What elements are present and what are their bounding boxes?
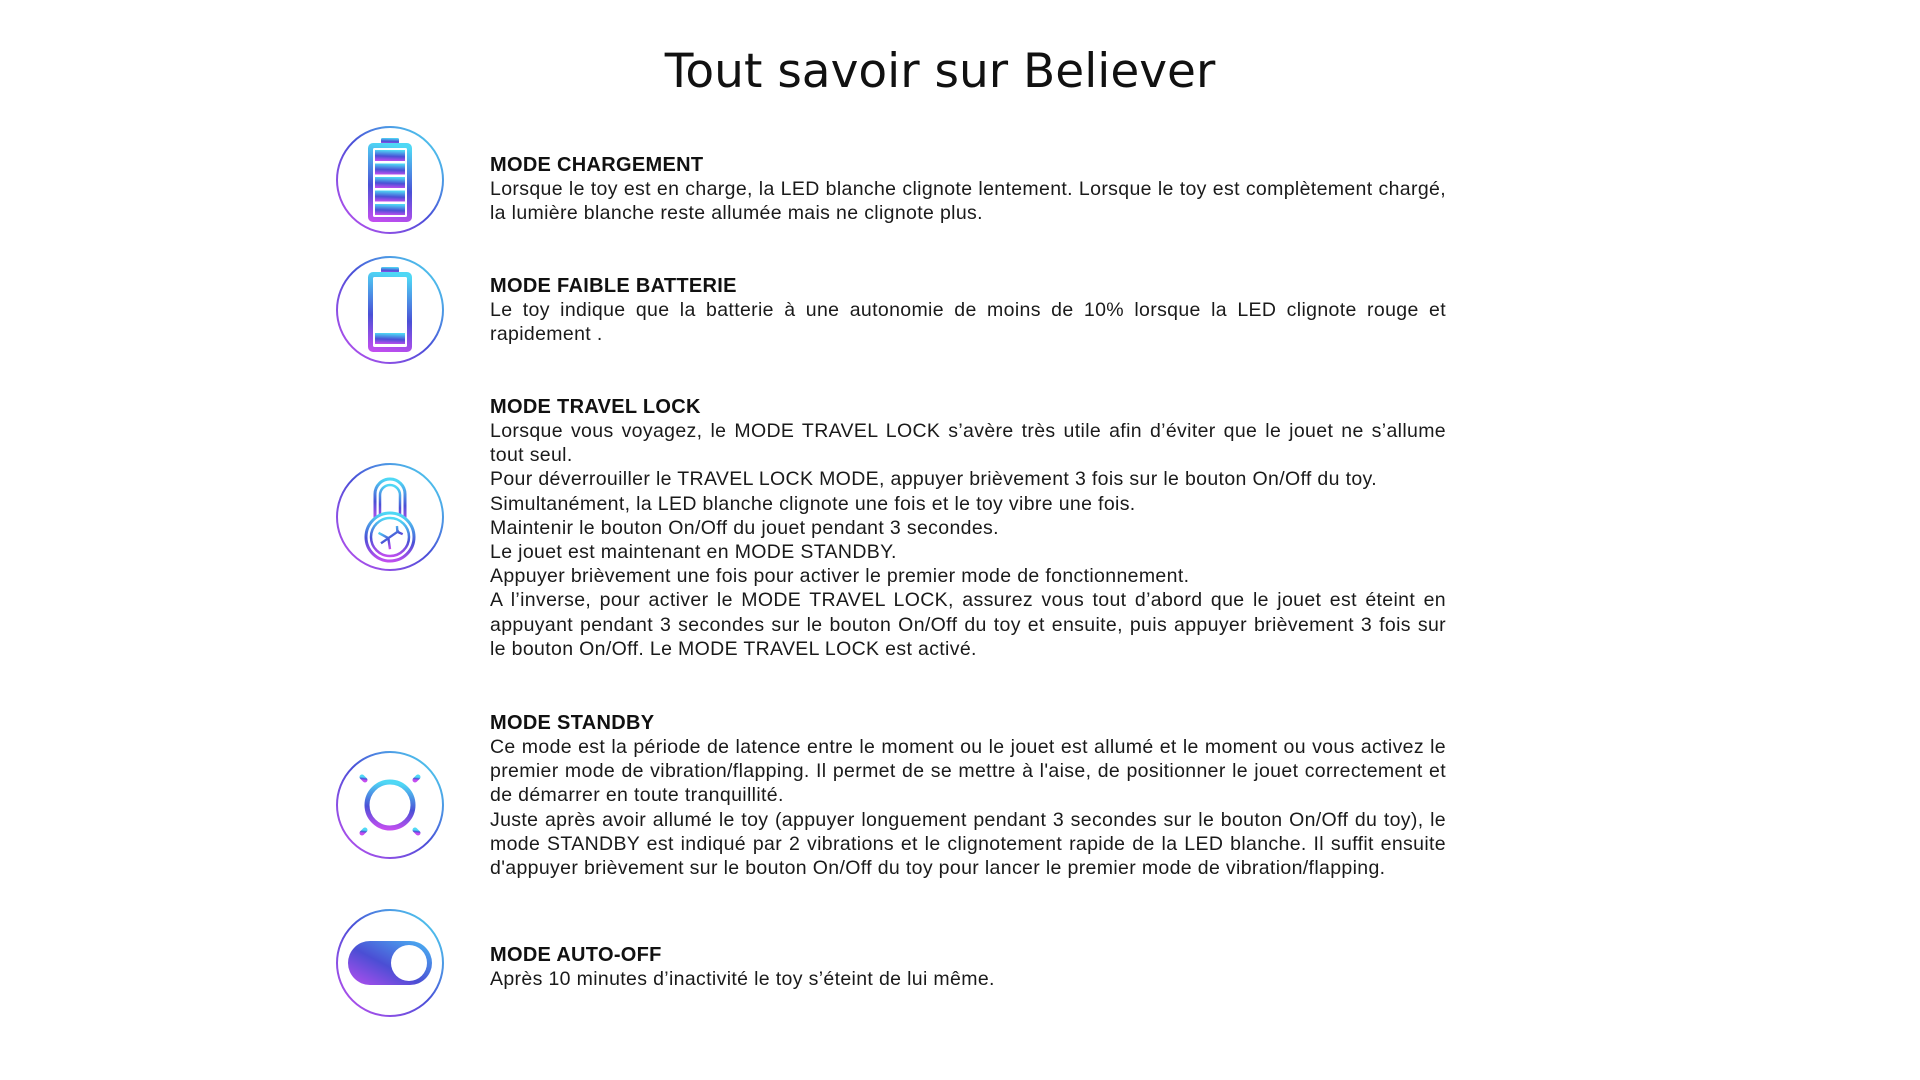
page-title: Tout savoir sur Believer [664, 44, 1216, 99]
standby-sun-icon [335, 750, 445, 860]
section-text [490, 395, 1446, 661]
section-paragraph: Juste après avoir allumé le toy (appuyer longuement pendant 3 secondes sur le bouton On/Off du toy), le mode STANDBY est indiqué par 2 vibrations et le clignotement rapide de la LED blanche. Il suffit ensuite d'appuyer brièvement sur le bouton On/Off du toy pour lancer le premier mode de vibration/flapping. [490, 808, 1446, 880]
section-heading: MODE FAIBLE BATTERIE [490, 275, 737, 297]
section-heading: MODE STANDBY [490, 712, 655, 734]
section-body [490, 967, 1446, 991]
section-heading: MODE AUTO-OFF [490, 944, 662, 966]
toggle-switch-icon [335, 908, 445, 1018]
section-heading: MODE TRAVEL LOCK [490, 396, 701, 418]
section-paragraph: Appuyer brièvement une fois pour activer le premier mode de fonctionnement. [490, 565, 1190, 588]
section-paragraph: Lorsque vous voyagez, le MODE TRAVEL LOCK s’avère très utile afin d’éviter que le jouet ne s’allume tout seul. [490, 420, 1446, 467]
section-text [490, 943, 1446, 991]
section-paragraph: Après 10 minutes d’inactivité le toy s’éteint de lui même. [490, 968, 995, 990]
section-paragraph: Le jouet est maintenant en MODE STANDBY. [490, 541, 897, 564]
section-body [490, 735, 1446, 880]
section-body [490, 298, 1446, 346]
travel-lock-icon [335, 462, 445, 572]
section-body [490, 419, 1446, 661]
section-paragraph: Le toy indique que la batterie à une autonomie de moins de 10% lorsque la LED clignote rouge et rapidement . [490, 299, 1446, 346]
section-text [490, 274, 1446, 346]
section-paragraph: Simultanément, la LED blanche clignote une fois et le toy vibre une fois. [490, 492, 1136, 515]
battery-full-icon [335, 125, 445, 235]
section-text [490, 711, 1446, 880]
section-text [490, 153, 1446, 225]
section-heading: MODE CHARGEMENT [490, 154, 704, 176]
section-paragraph: A l’inverse, pour activer le MODE TRAVEL LOCK, assurez vous tout d’abord que le jouet est éteint en appuyant pendant 3 secondes sur le bouton On/Off du toy et ensuite, puis appuyer brièvement 3 fois sur le bouton On/Off. Le MODE TRAVEL LOCK est activé. [490, 589, 1446, 660]
section-paragraph: Maintenir le bouton On/Off du jouet pendant 3 secondes. [490, 516, 999, 539]
battery-low-icon [335, 255, 445, 365]
section-paragraph: Pour déverrouiller le TRAVEL LOCK MODE, appuyer brièvement 3 fois sur le bouton On/Off du toy. [490, 468, 1377, 491]
section-body [490, 177, 1446, 225]
section-paragraph: Ce mode est la période de latence entre le moment ou le jouet est allumé et le moment ou vous activez le premier mode de vibration/flapping. Il permet de se mettre à l'aise, de positionner le jouet correctement et de démarrer en toute tranquillité. [490, 736, 1446, 807]
section-paragraph: Lorsque le toy est en charge, la LED blanche clignote lentement. Lorsque le toy est complètement chargé, la lumière blanche reste allumée mais ne clignote plus. [490, 178, 1446, 225]
